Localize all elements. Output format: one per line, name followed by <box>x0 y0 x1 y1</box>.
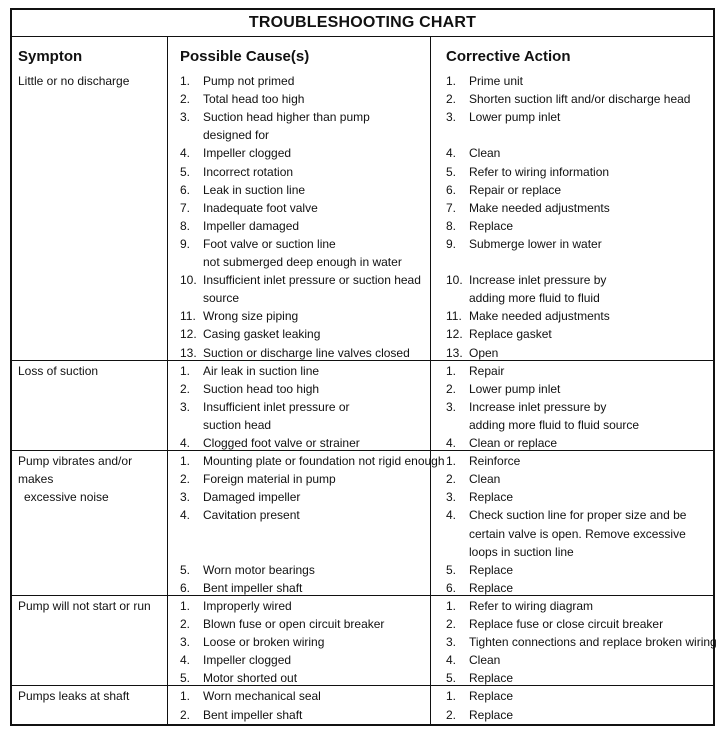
cause-line <box>180 615 384 633</box>
cause-number: 2. <box>180 92 191 107</box>
action-text: Prime unit <box>469 74 524 88</box>
cause-number: 4. <box>180 653 191 668</box>
symptom-cell <box>18 362 166 380</box>
action-text: Lower pump inlet <box>469 381 561 396</box>
action-line <box>446 380 560 398</box>
action-text: Clean <box>469 472 501 487</box>
action-number: 1. <box>446 454 457 469</box>
action-line <box>446 452 520 470</box>
cause-line <box>180 289 239 307</box>
action-line <box>446 72 523 90</box>
cause-text: Motor shorted out <box>203 671 298 686</box>
cause-text: Insufficient inlet pressure or <box>203 399 350 414</box>
cause-line <box>180 72 294 90</box>
cause-line <box>180 217 299 235</box>
action-number: 1. <box>446 689 457 704</box>
section-divider <box>12 595 713 596</box>
action-text: Submerge lower in water <box>469 236 602 251</box>
cause-number: 9. <box>180 236 191 251</box>
action-text: Repair or replace <box>469 182 562 197</box>
cause-text: Incorrect rotation <box>203 164 294 179</box>
cause-line <box>180 488 300 506</box>
action-line <box>446 706 513 724</box>
action-number: 3. <box>446 110 457 125</box>
action-line <box>446 687 513 705</box>
action-text: Shorten suction lift and/or discharge head <box>469 92 691 107</box>
cause-text: Foot valve or suction line <box>203 236 336 251</box>
cause-text: Blown fuse or open circuit breaker <box>203 617 385 631</box>
action-line <box>446 217 513 235</box>
cause-line <box>180 163 293 181</box>
action-text: Repair <box>469 363 505 378</box>
action-number: 4. <box>446 436 457 450</box>
action-number: 2. <box>446 707 457 722</box>
action-text: Replace <box>469 562 514 577</box>
column-divider-2 <box>430 37 431 724</box>
cause-line <box>180 253 402 271</box>
cause-line <box>180 398 350 416</box>
cause-line <box>180 126 269 144</box>
cropped-text-above <box>0 0 723 6</box>
cause-line <box>180 506 300 524</box>
action-number: 5. <box>446 562 457 577</box>
cause-number: 4. <box>180 508 191 523</box>
cause-line <box>180 144 291 162</box>
cause-number: 4. <box>180 146 191 161</box>
action-text: Refer to wiring information <box>469 164 610 179</box>
action-text: Replace <box>469 689 514 704</box>
action-number: 12. <box>446 327 463 342</box>
symptom-cell <box>18 452 166 506</box>
action-line <box>446 271 606 289</box>
action-line <box>446 488 513 506</box>
cause-line <box>180 325 320 343</box>
action-text: Reinforce <box>469 454 521 469</box>
cause-number: 12. <box>180 327 197 342</box>
cause-number: 1. <box>180 598 191 613</box>
action-line <box>446 199 610 217</box>
action-line <box>446 362 504 380</box>
cause-text: Suction head higher than pump <box>203 110 370 125</box>
action-text: Make needed adjustments <box>469 309 610 324</box>
action-line <box>446 235 602 253</box>
cause-number: 2. <box>180 617 191 631</box>
action-number: 3. <box>446 399 457 414</box>
cause-line <box>180 687 321 705</box>
symptom-text: Pump will not start or run <box>18 598 151 613</box>
cause-text: Insufficient inlet pressure or suction head <box>203 273 421 288</box>
cause-number: 3. <box>180 635 191 650</box>
action-number: 5. <box>446 671 457 686</box>
cause-line <box>180 362 319 380</box>
symptom-text: Pump vibrates and/or makes <box>18 454 133 487</box>
action-text: Replace fuse or close circuit breaker <box>469 617 664 631</box>
cause-text: Leak in suction line <box>203 182 306 197</box>
cause-text: Damaged impeller <box>203 490 301 505</box>
cause-text: not submerged deep enough in water <box>203 255 402 269</box>
cause-number: 3. <box>180 110 191 125</box>
cause-number: 2. <box>180 707 191 722</box>
action-line <box>446 470 500 488</box>
header-possible-cause: Possible Cause(s) <box>180 48 310 65</box>
action-line <box>446 144 500 162</box>
action-number: 2. <box>446 92 457 107</box>
action-number: 2. <box>446 472 457 487</box>
action-number: 9. <box>446 236 457 251</box>
action-line <box>446 163 609 181</box>
action-number: 1. <box>446 74 457 88</box>
cause-number: 3. <box>180 490 191 505</box>
section-divider <box>12 450 713 451</box>
cause-text: Impeller damaged <box>203 218 300 233</box>
column-divider-1 <box>167 37 168 724</box>
action-text: Tighten connections and replace broken wiring <box>469 635 717 650</box>
action-number: 1. <box>446 598 457 613</box>
cause-line <box>180 706 302 724</box>
cause-number: 8. <box>180 218 191 233</box>
cause-number: 11. <box>180 309 196 324</box>
action-text: Replace <box>469 218 514 233</box>
action-text: Replace gasket <box>469 327 552 342</box>
cause-text: Impeller clogged <box>203 146 292 161</box>
action-number: 4. <box>446 146 457 161</box>
cause-text: Worn motor bearings <box>203 562 315 577</box>
action-number: 3. <box>446 635 457 650</box>
cause-text: Bent impeller shaft <box>203 580 303 595</box>
action-text: Clean <box>469 146 501 161</box>
action-number: 11. <box>446 309 462 324</box>
cause-text: Suction or discharge line valves closed <box>203 345 410 360</box>
cause-line <box>180 380 319 398</box>
cause-number: 3. <box>180 399 191 414</box>
cause-number: 7. <box>180 200 191 215</box>
action-number: 8. <box>446 218 457 233</box>
action-text: Increase inlet pressure by <box>469 399 607 414</box>
chart-title: TROUBLESHOOTING CHART <box>12 10 713 37</box>
cause-text: Wrong size piping <box>203 309 299 324</box>
action-number: 3. <box>446 490 457 505</box>
cause-text: Worn mechanical seal <box>203 689 321 704</box>
action-text: adding more fluid to fluid <box>469 291 600 306</box>
action-text: Clean or replace <box>469 436 558 450</box>
action-text: Replace <box>469 671 514 686</box>
action-text: Clean <box>469 653 501 668</box>
action-line <box>446 543 574 561</box>
action-line <box>446 181 561 199</box>
action-text: Replace <box>469 580 514 595</box>
cause-text: Suction head too high <box>203 381 320 396</box>
cause-text: Impeller clogged <box>203 653 292 668</box>
cause-text: designed for <box>203 128 270 143</box>
symptom-cell <box>18 72 166 90</box>
action-text: Check suction line for proper size and be <box>469 508 687 523</box>
cause-number: 10. <box>180 273 197 288</box>
action-text: Replace <box>469 490 514 505</box>
action-text: Refer to wiring diagram <box>469 598 594 613</box>
symptom-text: Pumps leaks at shaft <box>18 689 130 704</box>
section-divider <box>12 360 713 361</box>
action-number: 2. <box>446 617 457 631</box>
cause-text: Total head too high <box>203 92 305 107</box>
section-divider <box>12 685 713 686</box>
cause-line <box>180 561 315 579</box>
action-line <box>446 615 663 633</box>
cause-line <box>180 108 370 126</box>
cause-line <box>180 271 421 289</box>
header-symptom: Sympton <box>18 48 83 65</box>
cause-text: suction head <box>203 417 272 432</box>
action-text: certain valve is open. Remove excessive <box>469 526 686 541</box>
cause-line <box>180 307 298 325</box>
cause-number: 1. <box>180 454 191 469</box>
action-line <box>446 561 513 579</box>
action-line <box>446 90 690 108</box>
action-text: Lower pump inlet <box>469 110 561 125</box>
cause-line <box>180 199 318 217</box>
action-line <box>446 525 686 543</box>
cause-number: 1. <box>180 363 191 378</box>
cause-line <box>180 90 304 108</box>
action-text: Open <box>469 345 499 360</box>
troubleshooting-chart <box>10 8 715 726</box>
cause-number: 1. <box>180 689 191 704</box>
action-line <box>446 325 552 343</box>
action-text: Replace <box>469 707 514 722</box>
action-number: 6. <box>446 580 457 595</box>
cause-number: 5. <box>180 671 191 686</box>
action-number: 6. <box>446 182 457 197</box>
cause-text: Inadequate foot valve <box>203 200 318 215</box>
action-text: Increase inlet pressure by <box>469 273 607 288</box>
action-text: Make needed adjustments <box>469 200 610 215</box>
action-text: loops in suction line <box>469 544 574 559</box>
action-line <box>446 108 560 126</box>
cause-text: Bent impeller shaft <box>203 707 303 722</box>
action-number: 1. <box>446 363 457 378</box>
action-number: 4. <box>446 653 457 668</box>
action-line <box>446 506 686 524</box>
cause-text: Mounting plate or foundation not rigid enough <box>203 454 445 469</box>
action-line <box>446 633 717 651</box>
cause-text: Pump not primed <box>203 74 295 88</box>
cause-line <box>180 235 336 253</box>
symptom-cell <box>18 687 166 705</box>
cause-line <box>180 633 324 651</box>
cause-number: 13. <box>180 345 197 360</box>
cause-line <box>180 597 292 615</box>
cause-line <box>180 452 445 470</box>
cause-text: Casing gasket leaking <box>203 327 321 342</box>
cause-line <box>180 470 336 488</box>
cause-line <box>180 416 271 434</box>
cause-text: Loose or broken wiring <box>203 635 325 650</box>
cause-number: 2. <box>180 472 191 487</box>
cause-number: 4. <box>180 436 191 450</box>
action-line <box>446 651 500 669</box>
cause-text: source <box>203 291 240 306</box>
cause-line <box>180 181 305 199</box>
cause-number: 2. <box>180 381 191 396</box>
action-line <box>446 398 606 416</box>
action-number: 5. <box>446 164 457 179</box>
cause-number: 5. <box>180 562 191 577</box>
cause-number: 1. <box>180 74 191 88</box>
action-line <box>446 416 639 434</box>
cause-number: 5. <box>180 164 191 179</box>
symptom-text: excessive noise <box>24 490 109 505</box>
symptom-cell <box>18 597 166 615</box>
symptom-text: Little or no discharge <box>18 74 130 88</box>
header-corrective-action: Corrective Action <box>446 48 571 65</box>
cause-text: Cavitation present <box>203 508 300 523</box>
cause-number: 6. <box>180 580 191 595</box>
cause-text: Clogged foot valve or strainer <box>203 436 360 450</box>
action-number: 10. <box>446 273 463 288</box>
action-line <box>446 597 593 615</box>
action-number: 2. <box>446 381 457 396</box>
cause-text: Air leak in suction line <box>203 363 320 378</box>
action-number: 4. <box>446 508 457 523</box>
cause-text: Improperly wired <box>203 598 292 613</box>
action-line <box>446 307 610 325</box>
action-number: 7. <box>446 200 457 215</box>
cause-number: 6. <box>180 182 191 197</box>
symptom-text: Loss of suction <box>18 363 99 378</box>
action-number: 13. <box>446 345 463 360</box>
action-line <box>446 289 600 307</box>
action-text: adding more fluid to fluid source <box>469 417 640 432</box>
cause-text: Foreign material in pump <box>203 472 336 487</box>
cause-line <box>180 651 291 669</box>
